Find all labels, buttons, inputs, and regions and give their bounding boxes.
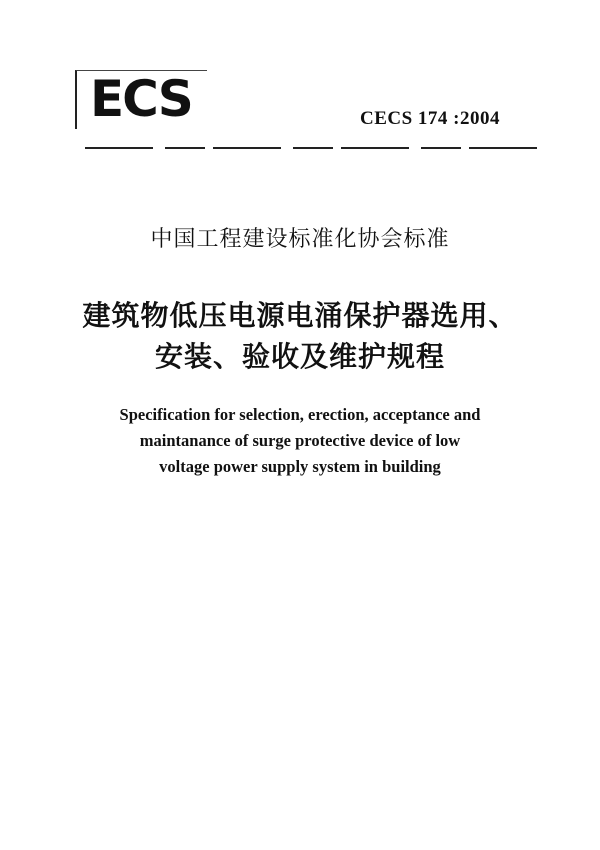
title-chinese xyxy=(0,295,600,377)
title-cn-line-2: 安装、验收及维护规程 xyxy=(154,340,445,373)
title-en-line-2: maintanance of surge protective device of low xyxy=(139,431,461,450)
title-english xyxy=(0,402,600,480)
association-name: 中国工程建设标准化协会标准 xyxy=(150,227,450,252)
header-rule xyxy=(85,147,545,149)
logo-text: ECS xyxy=(90,70,192,124)
ecs-logo-icon xyxy=(86,62,206,124)
title-en-line-1: Specification for selection, erection, acceptance and xyxy=(119,405,481,424)
title-en-line-3: voltage power supply system in building xyxy=(159,457,441,476)
standard-number: CECS 174 :2004 xyxy=(360,108,501,129)
title-cn-line-1: 建筑物低压电源电涌保护器选用、 xyxy=(82,299,518,332)
